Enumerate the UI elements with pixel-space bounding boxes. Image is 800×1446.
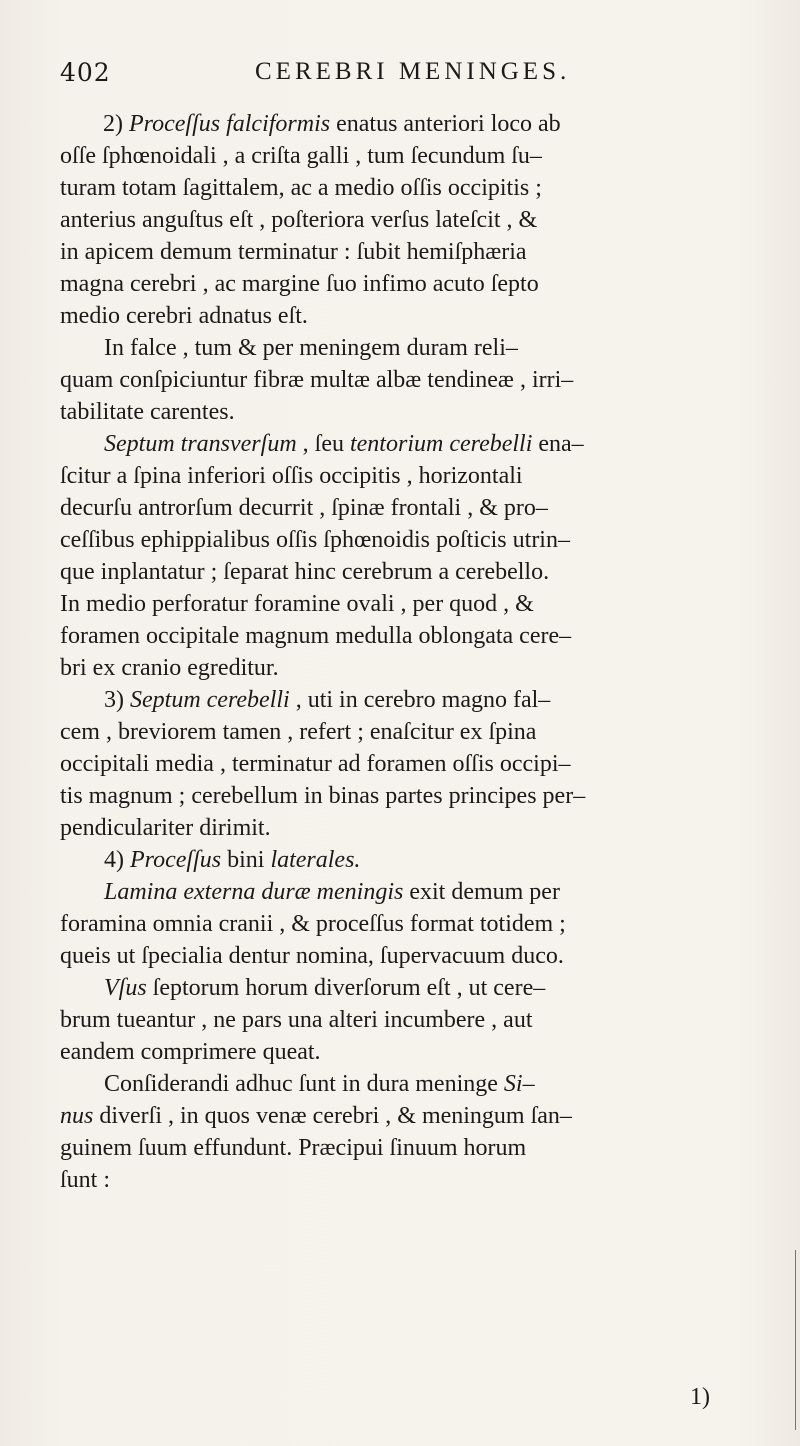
italic-phrase: Lamina externa duræ meningis — [104, 879, 404, 905]
text-line — [60, 524, 570, 558]
text-line — [60, 1164, 110, 1198]
text-run: medio cerebri adnatus eſt. — [60, 303, 308, 329]
text-run: ſcitur a ſpina inferiori oſſis occipitis , horizontali — [60, 463, 523, 489]
text-run: 4) — [104, 847, 130, 873]
text-line — [104, 684, 550, 718]
text-line — [60, 268, 539, 302]
page-edge — [795, 1250, 796, 1430]
text-run: Conſiderandi adhuc ſunt in dura meninge — [104, 1071, 504, 1097]
text-line — [60, 1100, 572, 1134]
text-line — [104, 332, 518, 366]
text-line — [60, 812, 271, 846]
italic-phrase: laterales. — [270, 847, 361, 873]
text-run: in apicem demum terminatur : ſubit hemiſphæria — [60, 239, 527, 265]
italic-phrase: Septum transverſum — [104, 431, 297, 457]
text-line — [60, 1132, 526, 1166]
running-head: CEREBRI MENINGES. — [255, 58, 571, 85]
text-line — [60, 204, 537, 238]
text-run: diverſi , in quos venæ cerebri , & meningum ſan– — [93, 1103, 572, 1129]
page-header — [60, 58, 740, 98]
italic-phrase: Si– — [503, 1071, 535, 1097]
text-line — [60, 492, 548, 526]
text-run: 2) — [103, 111, 129, 137]
text-run: In falce , tum & per meningem duram reli– — [104, 335, 518, 361]
text-run: decurſu antrorſum decurrit , ſpinæ frontali , & pro– — [60, 495, 548, 521]
text-line — [60, 940, 564, 974]
text-line — [60, 1036, 321, 1070]
text-line — [60, 1004, 533, 1038]
text-line — [60, 140, 542, 174]
italic-phrase: tentorium cerebelli — [349, 431, 533, 457]
text-run: 3) — [104, 687, 130, 713]
text-line — [104, 428, 584, 462]
text-line — [60, 556, 549, 590]
italic-phrase: Vſus — [104, 975, 147, 1001]
text-line — [60, 172, 542, 206]
text-run: ena– — [532, 431, 584, 457]
text-line — [60, 620, 571, 654]
italic-phrase: Septum cerebelli — [130, 687, 290, 713]
text-run: eandem comprimere queat. — [60, 1039, 321, 1065]
text-run: brum tueantur , ne pars una alteri incumbere , aut — [60, 1007, 533, 1033]
text-line — [60, 588, 534, 622]
text-run: guinem ſuum effundunt. Præcipui ſinuum horum — [60, 1135, 527, 1161]
text-line — [104, 844, 360, 878]
text-line — [60, 652, 279, 686]
text-run: tis magnum ; cerebellum in binas partes principes per– — [60, 783, 586, 809]
text-run: In medio perforatur foramine ovali , per quod , & — [60, 591, 534, 617]
text-line — [60, 300, 308, 334]
text-line — [60, 716, 536, 750]
text-run: bri ex cranio egreditur. — [60, 655, 279, 681]
text-line — [104, 972, 545, 1006]
text-run: cem , breviorem tamen , refert ; enaſcitur ex ſpina — [60, 719, 537, 745]
text-line — [60, 396, 235, 430]
catchword: 1) — [690, 1384, 710, 1410]
text-line — [60, 908, 566, 942]
text-run: anterius anguſtus eſt , poſteriora verſus lateſcit , & — [60, 207, 538, 233]
text-line — [60, 364, 573, 398]
italic-phrase: Proceſſus — [130, 847, 222, 873]
text-run: turam totam ſagittalem, ac a medio oſſis occipitis ; — [60, 175, 542, 201]
text-run: pendiculariter dirimit. — [60, 815, 271, 841]
italic-phrase: Proceſſus falciformis — [129, 111, 331, 137]
text-run: ſunt : — [60, 1167, 111, 1193]
text-line — [60, 780, 585, 814]
text-run: queis ut ſpecialia dentur nomina, ſupervacuum duco. — [60, 943, 564, 969]
text-line — [103, 108, 561, 142]
italic-phrase: nus — [60, 1103, 94, 1129]
text-line — [60, 236, 527, 270]
text-run: , ſeu — [296, 431, 350, 457]
text-run: exit demum per — [403, 879, 560, 905]
text-run: ſeptorum horum diverſorum eſt , ut cere– — [146, 975, 546, 1001]
text-run: oſſe ſphœnoidali , a criſta galli , tum ſecundum ſu– — [60, 143, 542, 169]
text-run: foramen occipitale magnum medulla oblongata cere– — [60, 623, 572, 649]
text-line — [104, 876, 560, 910]
text-run: quam conſpiciuntur fibræ multæ albæ tendineæ , irri– — [60, 367, 574, 393]
text-run: enatus anteriori loco ab — [330, 111, 561, 137]
text-run: foramina omnia cranii , & proceſſus format totidem ; — [60, 911, 566, 937]
text-run: que inplantatur ; ſeparat hinc cerebrum a cerebello. — [60, 559, 550, 585]
text-run: , uti in cerebro magno fal– — [289, 687, 551, 713]
text-run: magna cerebri , ac margine ſuo infimo acuto ſepto — [60, 271, 539, 297]
text-run: occipitali media , terminatur ad foramen oſſis occipi– — [60, 751, 571, 777]
text-line — [60, 748, 571, 782]
text-run: ceſſibus ephippialibus oſſis ſphœnoidis poſticis utrin– — [60, 527, 570, 553]
text-line — [60, 460, 523, 494]
text-run: bini — [221, 847, 271, 873]
text-run: tabilitate carentes. — [60, 399, 235, 425]
text-line — [104, 1068, 535, 1102]
page-number: 402 — [60, 58, 111, 87]
